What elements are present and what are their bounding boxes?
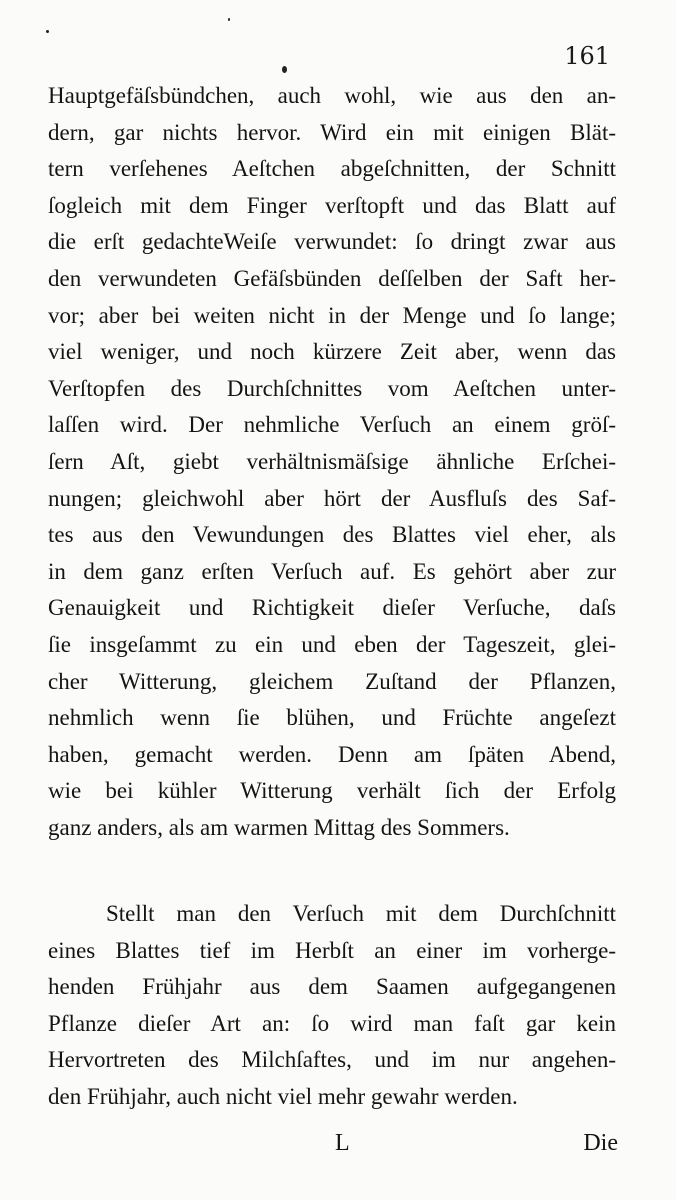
paragraph-1 <box>48 78 616 846</box>
text-line: Hervortreten des Milchſaftes, und im nur angehen- <box>48 1047 616 1073</box>
text-line: eines Blattes tief im Herbſt an einer im vorherge- <box>48 937 616 963</box>
text-line: wie bei kühler Witterung verhält ſich der Erfolg <box>48 778 616 804</box>
text-line: Pflanze dieſer Art an: ſo wird man faſt gar kein <box>48 1010 616 1036</box>
catchword: Die <box>583 1130 618 1156</box>
text-line: Hauptgefäſsbündchen, auch wohl, wie aus den an- <box>48 83 616 108</box>
ink-speck <box>228 18 230 21</box>
text-line: den verwundeten Gefäſsbünden deſſelben der Saft her- <box>48 265 616 291</box>
text-line: den Frühjahr, auch nicht viel mehr gewahr werden. <box>48 1083 518 1109</box>
text-line: ſie insgeſammt zu ein und eben der Tageszeit, glei- <box>48 631 616 657</box>
text-line: in dem ganz erſten Verſuch auf. Es gehört aber zur <box>48 558 616 584</box>
text-line: nehmlich wenn ſie blühen, und Früchte angeſezt <box>48 705 616 731</box>
text-line: cher Witterung, gleichem Zuſtand der Pflanzen, <box>48 668 616 694</box>
text-line: nungen; gleichwohl aber hört der Ausfluſs des Saf- <box>48 485 616 511</box>
text-line: die erſt gedachteWeiſe verwundet: ſo dringt zwar aus <box>48 229 616 255</box>
text-line: Verſtopfen des Durchſchnittes vom Aeſtchen unter- <box>48 375 616 401</box>
text-line: ſern Aſt, giebt verhältnismäſsige ähnliche Erſchei- <box>48 448 616 474</box>
text-line: ganz anders, als am warmen Mittag des Sommers. <box>48 814 510 840</box>
text-line: tern verſehenes Aeſtchen abgeſchnitten, der Schnitt <box>48 156 616 182</box>
paragraph-2 <box>48 896 616 1116</box>
ink-speck <box>46 30 49 33</box>
signature-mark: L <box>335 1130 350 1156</box>
text-line: henden Frühjahr aus dem Saamen aufgegangenen <box>48 974 616 1000</box>
text-line: dern, gar nichts hervor. Wird ein mit einigen Blät- <box>48 119 616 145</box>
text-line: haben, gemacht werden. Denn am ſpäten Abend, <box>48 741 616 767</box>
text-line: tes aus den Vewundungen des Blattes viel eher, als <box>48 522 616 548</box>
text-line: viel weniger, und noch kürzere Zeit aber, wenn das <box>48 339 616 365</box>
text-line: vor; aber bei weiten nicht in der Menge und ſo lange; <box>48 302 616 328</box>
text-line: Stellt man den Verſuch mit dem Durchſchnitt <box>106 901 616 926</box>
text-line: Genauigkeit und Richtigkeit dieſer Verſuche, daſs <box>48 595 616 621</box>
text-line: laſſen wird. Der nehmliche Verſuch an einem gröſ- <box>48 412 616 438</box>
page-number: 161 <box>564 42 610 70</box>
text-line: ſogleich mit dem Finger verſtopft und das Blatt auf <box>48 192 616 218</box>
ink-speck <box>282 66 287 73</box>
